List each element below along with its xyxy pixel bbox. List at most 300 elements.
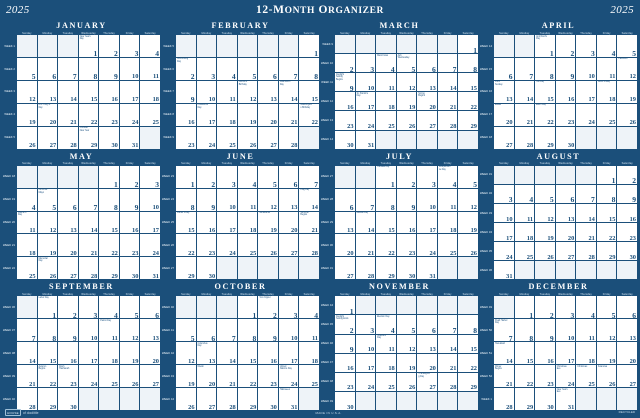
day-cell[interactable] — [597, 185, 617, 203]
day-cell[interactable] — [515, 296, 535, 318]
day-cell[interactable] — [335, 92, 355, 110]
day-cell[interactable] — [99, 35, 119, 57]
day-cell[interactable] — [397, 189, 417, 211]
day-cell[interactable] — [17, 189, 37, 211]
day-cell[interactable] — [576, 204, 596, 222]
day-cell[interactable] — [279, 104, 299, 126]
day-cell[interactable] — [38, 212, 58, 234]
day-cell[interactable] — [279, 234, 299, 256]
day-cell[interactable] — [299, 166, 319, 188]
day-cell[interactable] — [438, 373, 458, 391]
day-cell[interactable] — [79, 81, 99, 103]
day-cell[interactable] — [494, 104, 514, 126]
day-cell[interactable] — [120, 365, 140, 387]
day-cell[interactable] — [120, 212, 140, 234]
day-cell[interactable] — [494, 319, 514, 341]
day-cell[interactable] — [535, 223, 555, 241]
day-cell[interactable] — [458, 111, 478, 129]
day-cell[interactable] — [197, 127, 217, 149]
day-cell[interactable] — [217, 81, 237, 103]
day-cell[interactable] — [535, 204, 555, 222]
day-cell[interactable] — [617, 104, 637, 126]
day-cell[interactable] — [417, 189, 437, 211]
day-cell[interactable] — [376, 354, 396, 372]
day-cell[interactable] — [438, 354, 458, 372]
day-cell[interactable] — [99, 58, 119, 80]
day-cell[interactable] — [120, 319, 140, 341]
day-cell[interactable] — [258, 58, 278, 80]
day-cell[interactable] — [197, 189, 217, 211]
day-cell[interactable] — [576, 35, 596, 57]
day-cell[interactable] — [38, 296, 58, 318]
day-cell[interactable] — [617, 81, 637, 103]
day-cell[interactable] — [535, 35, 555, 57]
day-cell[interactable] — [417, 111, 437, 129]
day-cell[interactable] — [515, 242, 535, 260]
day-cell[interactable] — [376, 166, 396, 188]
day-cell[interactable] — [217, 365, 237, 387]
day-cell[interactable] — [515, 319, 535, 341]
day-cell[interactable] — [356, 315, 376, 333]
day-cell[interactable] — [458, 373, 478, 391]
day-cell[interactable] — [356, 111, 376, 129]
day-cell[interactable] — [617, 223, 637, 241]
day-cell[interactable] — [258, 104, 278, 126]
day-cell[interactable] — [356, 73, 376, 91]
day-cell[interactable] — [376, 257, 396, 279]
day-cell[interactable] — [120, 81, 140, 103]
day-cell[interactable] — [556, 342, 576, 364]
day-cell[interactable] — [120, 234, 140, 256]
day-cell[interactable] — [176, 234, 196, 256]
day-cell[interactable] — [79, 58, 99, 80]
day-cell[interactable] — [376, 73, 396, 91]
day-cell[interactable] — [279, 58, 299, 80]
day-cell[interactable] — [458, 212, 478, 234]
day-cell[interactable] — [217, 212, 237, 234]
day-cell[interactable] — [556, 365, 576, 387]
day-cell[interactable] — [58, 189, 78, 211]
day-cell[interactable] — [417, 373, 437, 391]
day-cell[interactable] — [356, 257, 376, 279]
day-cell[interactable] — [58, 234, 78, 256]
day-cell[interactable] — [617, 204, 637, 222]
day-cell[interactable] — [515, 104, 535, 126]
day-cell[interactable] — [238, 212, 258, 234]
day-cell[interactable] — [217, 127, 237, 149]
day-cell[interactable] — [397, 54, 417, 72]
day-cell[interactable] — [197, 234, 217, 256]
day-cell[interactable] — [140, 365, 160, 387]
day-cell[interactable] — [356, 335, 376, 353]
day-cell[interactable] — [515, 127, 535, 149]
day-cell[interactable] — [597, 342, 617, 364]
day-cell[interactable] — [120, 58, 140, 80]
day-cell[interactable] — [299, 58, 319, 80]
day-cell[interactable] — [176, 212, 196, 234]
day-cell[interactable] — [99, 212, 119, 234]
day-cell[interactable] — [556, 104, 576, 126]
day-cell[interactable] — [494, 81, 514, 103]
day-cell[interactable] — [417, 166, 437, 188]
day-cell[interactable] — [556, 242, 576, 260]
day-cell[interactable] — [238, 81, 258, 103]
day-cell[interactable] — [299, 81, 319, 103]
day-cell[interactable] — [58, 212, 78, 234]
day-cell[interactable] — [197, 365, 217, 387]
day-cell[interactable] — [494, 223, 514, 241]
day-cell[interactable] — [356, 373, 376, 391]
day-cell[interactable] — [176, 189, 196, 211]
day-cell[interactable] — [258, 319, 278, 341]
day-cell[interactable] — [176, 81, 196, 103]
day-cell[interactable] — [197, 342, 217, 364]
day-cell[interactable] — [494, 127, 514, 149]
day-cell[interactable] — [458, 354, 478, 372]
day-cell[interactable] — [458, 335, 478, 353]
day-cell[interactable] — [458, 73, 478, 91]
day-cell[interactable] — [576, 342, 596, 364]
day-cell[interactable] — [140, 189, 160, 211]
day-cell[interactable] — [17, 81, 37, 103]
day-cell[interactable] — [79, 342, 99, 364]
day-cell[interactable] — [58, 127, 78, 149]
day-cell[interactable] — [120, 257, 140, 279]
day-cell[interactable] — [458, 166, 478, 188]
day-cell[interactable] — [279, 365, 299, 387]
day-cell[interactable] — [299, 365, 319, 387]
day-cell[interactable] — [217, 234, 237, 256]
day-cell[interactable] — [494, 261, 514, 279]
day-cell[interactable] — [535, 296, 555, 318]
day-cell[interactable] — [58, 319, 78, 341]
day-cell[interactable] — [417, 92, 437, 110]
day-cell[interactable] — [397, 92, 417, 110]
day-cell[interactable] — [397, 212, 417, 234]
day-cell[interactable] — [17, 234, 37, 256]
day-cell[interactable] — [438, 234, 458, 256]
day-cell[interactable] — [494, 242, 514, 260]
day-cell[interactable] — [458, 54, 478, 72]
day-cell[interactable] — [458, 234, 478, 256]
day-cell[interactable] — [376, 92, 396, 110]
day-cell[interactable] — [335, 189, 355, 211]
day-cell[interactable] — [99, 257, 119, 279]
day-cell[interactable] — [494, 58, 514, 80]
day-cell[interactable] — [238, 365, 258, 387]
day-cell[interactable] — [176, 342, 196, 364]
day-cell[interactable] — [38, 189, 58, 211]
day-cell[interactable] — [17, 365, 37, 387]
day-cell[interactable] — [535, 104, 555, 126]
day-cell[interactable] — [438, 315, 458, 333]
day-cell[interactable] — [356, 189, 376, 211]
day-cell[interactable] — [438, 73, 458, 91]
day-cell[interactable] — [356, 92, 376, 110]
day-cell[interactable] — [238, 234, 258, 256]
day-cell[interactable] — [258, 127, 278, 149]
day-cell[interactable] — [597, 223, 617, 241]
day-cell[interactable] — [397, 373, 417, 391]
day-cell[interactable] — [376, 212, 396, 234]
day-cell[interactable] — [397, 111, 417, 129]
day-cell[interactable] — [617, 166, 637, 184]
day-cell[interactable] — [258, 365, 278, 387]
day-cell[interactable] — [79, 296, 99, 318]
day-cell[interactable] — [299, 212, 319, 234]
day-cell[interactable] — [535, 58, 555, 80]
day-cell[interactable] — [58, 257, 78, 279]
day-cell[interactable] — [576, 185, 596, 203]
day-cell[interactable] — [140, 257, 160, 279]
day-cell[interactable] — [299, 234, 319, 256]
day-cell[interactable] — [58, 342, 78, 364]
day-cell[interactable] — [38, 257, 58, 279]
day-cell[interactable] — [438, 54, 458, 72]
day-cell[interactable] — [335, 73, 355, 91]
day-cell[interactable] — [217, 319, 237, 341]
day-cell[interactable] — [79, 189, 99, 211]
day-cell[interactable] — [335, 212, 355, 234]
day-cell[interactable] — [79, 319, 99, 341]
day-cell[interactable] — [38, 365, 58, 387]
day-cell[interactable] — [99, 342, 119, 364]
day-cell[interactable] — [140, 342, 160, 364]
day-cell[interactable] — [597, 319, 617, 341]
day-cell[interactable] — [17, 127, 37, 149]
day-cell[interactable] — [356, 54, 376, 72]
day-cell[interactable] — [176, 166, 196, 188]
day-cell[interactable] — [335, 354, 355, 372]
day-cell[interactable] — [299, 189, 319, 211]
day-cell[interactable] — [438, 166, 458, 188]
day-cell[interactable] — [515, 342, 535, 364]
day-cell[interactable] — [140, 296, 160, 318]
day-cell[interactable] — [556, 35, 576, 57]
day-cell[interactable] — [38, 127, 58, 149]
day-cell[interactable] — [617, 185, 637, 203]
day-cell[interactable] — [58, 104, 78, 126]
day-cell[interactable] — [99, 189, 119, 211]
day-cell[interactable] — [397, 315, 417, 333]
day-cell[interactable] — [140, 58, 160, 80]
day-cell[interactable] — [99, 81, 119, 103]
day-cell[interactable] — [535, 185, 555, 203]
day-cell[interactable] — [217, 104, 237, 126]
day-cell[interactable] — [217, 189, 237, 211]
day-cell[interactable] — [238, 189, 258, 211]
day-cell[interactable] — [597, 365, 617, 387]
day-cell[interactable] — [597, 204, 617, 222]
day-cell[interactable] — [494, 365, 514, 387]
day-cell[interactable] — [535, 342, 555, 364]
day-cell[interactable] — [556, 127, 576, 149]
day-cell[interactable] — [99, 365, 119, 387]
day-cell[interactable] — [238, 166, 258, 188]
day-cell[interactable] — [217, 58, 237, 80]
day-cell[interactable] — [556, 319, 576, 341]
day-cell[interactable] — [140, 319, 160, 341]
day-cell[interactable] — [438, 189, 458, 211]
day-cell[interactable] — [58, 58, 78, 80]
day-cell[interactable] — [617, 58, 637, 80]
day-cell[interactable] — [515, 365, 535, 387]
day-cell[interactable] — [38, 319, 58, 341]
day-cell[interactable] — [397, 354, 417, 372]
day-cell[interactable] — [597, 58, 617, 80]
day-cell[interactable] — [238, 58, 258, 80]
day-cell[interactable] — [515, 223, 535, 241]
day-cell[interactable] — [38, 342, 58, 364]
day-cell[interactable] — [279, 296, 299, 318]
day-cell[interactable] — [617, 35, 637, 57]
day-cell[interactable] — [576, 81, 596, 103]
day-cell[interactable] — [397, 73, 417, 91]
day-cell[interactable] — [217, 342, 237, 364]
day-cell[interactable] — [197, 104, 217, 126]
day-cell[interactable] — [99, 166, 119, 188]
day-cell[interactable] — [397, 257, 417, 279]
day-cell[interactable] — [335, 257, 355, 279]
day-cell[interactable] — [335, 296, 355, 314]
day-cell[interactable] — [197, 58, 217, 80]
day-cell[interactable] — [458, 189, 478, 211]
day-cell[interactable] — [238, 296, 258, 318]
day-cell[interactable] — [515, 204, 535, 222]
day-cell[interactable] — [238, 342, 258, 364]
day-cell[interactable] — [438, 111, 458, 129]
day-cell[interactable] — [535, 242, 555, 260]
day-cell[interactable] — [140, 35, 160, 57]
day-cell[interactable] — [197, 319, 217, 341]
day-cell[interactable] — [17, 104, 37, 126]
day-cell[interactable] — [79, 127, 99, 149]
day-cell[interactable] — [535, 319, 555, 341]
day-cell[interactable] — [376, 234, 396, 256]
day-cell[interactable] — [617, 242, 637, 260]
day-cell[interactable] — [556, 81, 576, 103]
day-cell[interactable] — [120, 342, 140, 364]
day-cell[interactable] — [494, 342, 514, 364]
day-cell[interactable] — [58, 296, 78, 318]
day-cell[interactable] — [217, 166, 237, 188]
day-cell[interactable] — [335, 335, 355, 353]
day-cell[interactable] — [197, 257, 217, 279]
day-cell[interactable] — [597, 242, 617, 260]
day-cell[interactable] — [79, 35, 99, 57]
day-cell[interactable] — [99, 319, 119, 341]
day-cell[interactable] — [258, 81, 278, 103]
day-cell[interactable] — [576, 365, 596, 387]
day-cell[interactable] — [258, 212, 278, 234]
day-cell[interactable] — [438, 92, 458, 110]
day-cell[interactable] — [417, 212, 437, 234]
day-cell[interactable] — [258, 296, 278, 318]
day-cell[interactable] — [458, 92, 478, 110]
day-cell[interactable] — [535, 81, 555, 103]
day-cell[interactable] — [17, 257, 37, 279]
day-cell[interactable] — [176, 257, 196, 279]
day-cell[interactable] — [335, 315, 355, 333]
day-cell[interactable] — [335, 373, 355, 391]
day-cell[interactable] — [376, 373, 396, 391]
day-cell[interactable] — [356, 131, 376, 149]
day-cell[interactable] — [17, 319, 37, 341]
day-cell[interactable] — [17, 212, 37, 234]
day-cell[interactable] — [140, 81, 160, 103]
day-cell[interactable] — [99, 296, 119, 318]
day-cell[interactable] — [99, 234, 119, 256]
day-cell[interactable] — [515, 185, 535, 203]
day-cell[interactable] — [376, 111, 396, 129]
day-cell[interactable] — [279, 127, 299, 149]
day-cell[interactable] — [258, 234, 278, 256]
day-cell[interactable] — [99, 104, 119, 126]
day-cell[interactable] — [238, 104, 258, 126]
day-cell[interactable] — [258, 189, 278, 211]
day-cell[interactable] — [376, 54, 396, 72]
day-cell[interactable] — [79, 104, 99, 126]
day-cell[interactable] — [258, 342, 278, 364]
day-cell[interactable] — [597, 81, 617, 103]
day-cell[interactable] — [79, 257, 99, 279]
day-cell[interactable] — [556, 296, 576, 318]
day-cell[interactable] — [356, 212, 376, 234]
day-cell[interactable] — [556, 223, 576, 241]
day-cell[interactable] — [38, 234, 58, 256]
day-cell[interactable] — [376, 189, 396, 211]
day-cell[interactable] — [140, 104, 160, 126]
day-cell[interactable] — [617, 365, 637, 387]
day-cell[interactable] — [556, 58, 576, 80]
day-cell[interactable] — [535, 127, 555, 149]
day-cell[interactable] — [335, 111, 355, 129]
day-cell[interactable] — [176, 365, 196, 387]
day-cell[interactable] — [279, 319, 299, 341]
day-cell[interactable] — [494, 185, 514, 203]
day-cell[interactable] — [120, 296, 140, 318]
day-cell[interactable] — [79, 365, 99, 387]
day-cell[interactable] — [38, 58, 58, 80]
day-cell[interactable] — [494, 204, 514, 222]
day-cell[interactable] — [576, 296, 596, 318]
day-cell[interactable] — [99, 127, 119, 149]
day-cell[interactable] — [299, 104, 319, 126]
day-cell[interactable] — [576, 104, 596, 126]
day-cell[interactable] — [279, 342, 299, 364]
day-cell[interactable] — [120, 104, 140, 126]
day-cell[interactable] — [335, 54, 355, 72]
day-cell[interactable] — [417, 354, 437, 372]
day-cell[interactable] — [397, 234, 417, 256]
day-cell[interactable] — [617, 342, 637, 364]
day-cell[interactable] — [120, 35, 140, 57]
day-cell[interactable] — [197, 212, 217, 234]
day-cell[interactable] — [38, 81, 58, 103]
day-cell[interactable] — [197, 166, 217, 188]
day-cell[interactable] — [576, 223, 596, 241]
day-cell[interactable] — [617, 319, 637, 341]
day-cell[interactable] — [140, 234, 160, 256]
day-cell[interactable] — [356, 354, 376, 372]
day-cell[interactable] — [576, 58, 596, 80]
day-cell[interactable] — [299, 296, 319, 318]
day-cell[interactable] — [376, 335, 396, 353]
day-cell[interactable] — [279, 212, 299, 234]
day-cell[interactable] — [279, 81, 299, 103]
day-cell[interactable] — [197, 81, 217, 103]
day-cell[interactable] — [417, 315, 437, 333]
